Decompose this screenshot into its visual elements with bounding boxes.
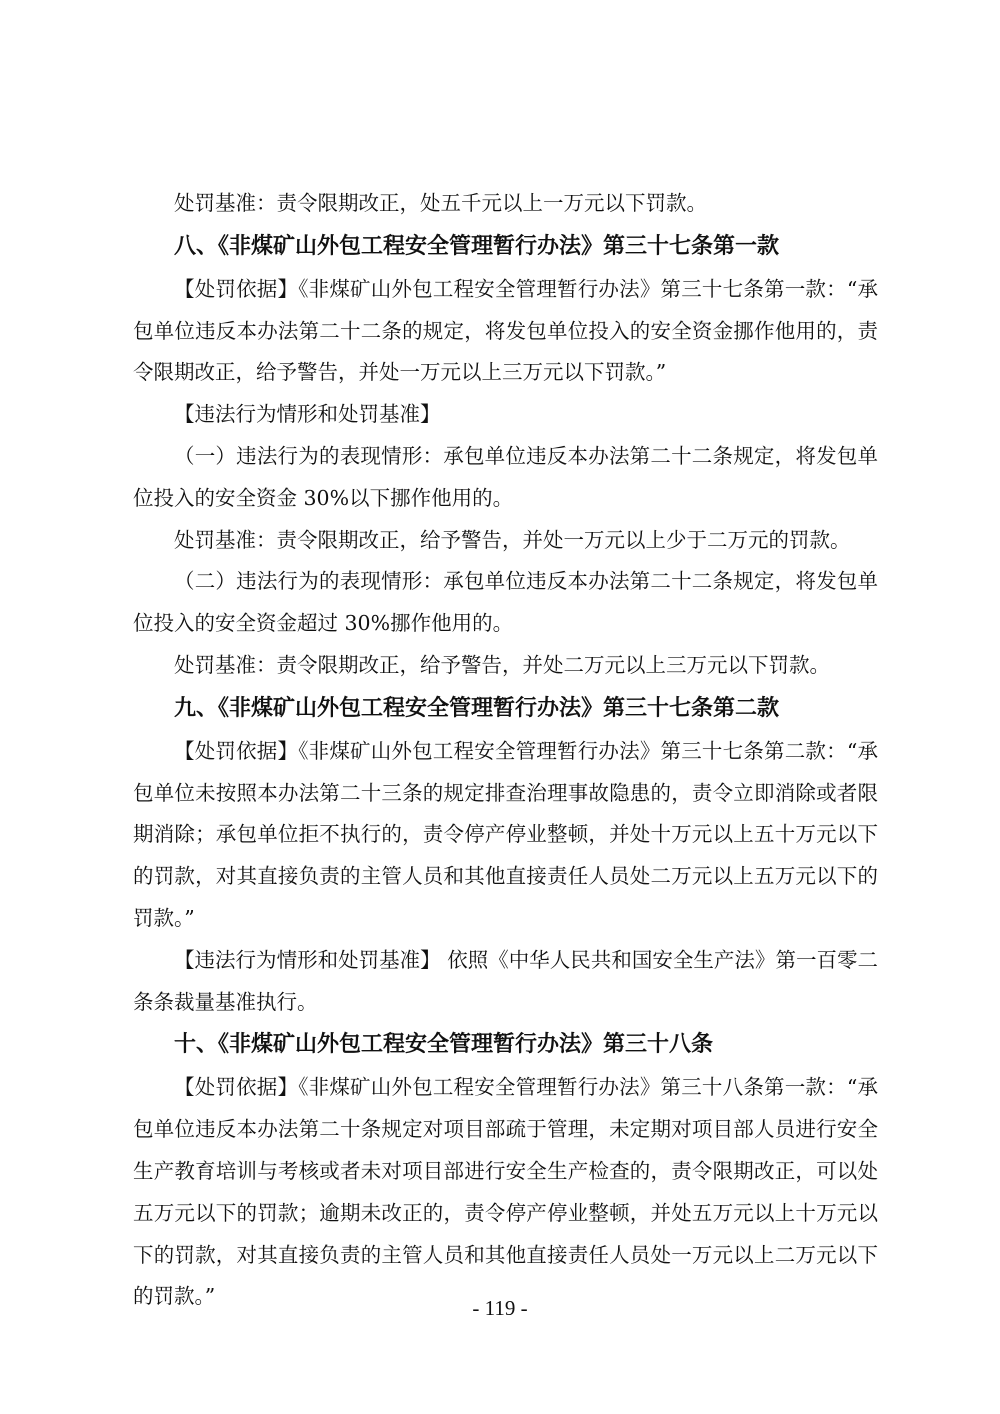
section-heading-8: 八、《非煤矿山外包工程安全管理暂行办法》第三十七条第一款 <box>174 233 780 259</box>
circumstance-2-paragraph: （二）违法行为的表现情形：承包单位违反本办法第二十二条规定，将发包单位投入的安全资金超过 30%挪作他用的。 <box>133 569 878 636</box>
penalty-standard-paragraph: 处罚基准：责令限期改正，给予警告，并处二万元以上三万元以下罚款。 <box>174 652 830 677</box>
penalty-basis-paragraph: 【处罚依据】《非煤矿山外包工程安全管理暂行办法》第三十七条第二款：“承包单位未按照本办法第二十三条的规定排查治理事故隐患的，责令立即消除或者限期消除；承包单位拒不执行的，责令停产停业整顿，并处十万元以上五十万元以下的罚款，对其直接负责的主管人员和其他直接责任人员处二万元以上五万元以下的罚款。” <box>133 738 878 930</box>
section-heading-9: 九、《非煤矿山外包工程安全管理暂行办法》第三十七条第二款 <box>174 695 780 721</box>
violation-circumstances-label: 【违法行为情形和处罚基准】 <box>174 402 441 427</box>
section-heading-10: 十、《非煤矿山外包工程安全管理暂行办法》第三十八条 <box>174 1032 714 1058</box>
penalty-standard-paragraph: 处罚基准：责令限期改正，给予警告，并处一万元以上少于二万元的罚款。 <box>174 527 851 552</box>
violation-circumstances-paragraph: 【违法行为情形和处罚基准】 依照《中华人民共和国安全生产法》第一百零二条条裁量基准执行。 <box>133 947 878 1014</box>
penalty-standard-paragraph: 处罚基准：责令限期改正，处五千元以上一万元以下罚款。 <box>174 191 707 215</box>
circumstance-1-paragraph: （一）违法行为的表现情形：承包单位违反本办法第二十二条规定，将发包单位投入的安全资金 30%以下挪作他用的。 <box>133 443 878 510</box>
penalty-basis-paragraph: 【处罚依据】《非煤矿山外包工程安全管理暂行办法》第三十八条第一款：“承包单位违反本办法第二十条规定对项目部疏于管理，未定期对项目部人员进行安全生产教育培训与考核或者未对项目部进行安全生产检查的，责令限期改正，可以处五万元以下的罚款；逾期未改正的，责令停产停业整顿，并处五万元以上十万元以下的罚款，对其直接负责的主管人员和其他直接责任人员处一万元以上二万元以下的罚款。” <box>133 1075 878 1309</box>
document-body <box>133 183 878 1318</box>
page-number: - 119 - <box>472 1296 528 1320</box>
penalty-basis-paragraph: 【处罚依据】《非煤矿山外包工程安全管理暂行办法》第三十七条第一款：“承包单位违反本办法第二十二条的规定，将发包单位投入的安全资金挪作他用的，责令限期改正，给予警告，并处一万元以上三万元以下罚款。” <box>133 276 878 385</box>
